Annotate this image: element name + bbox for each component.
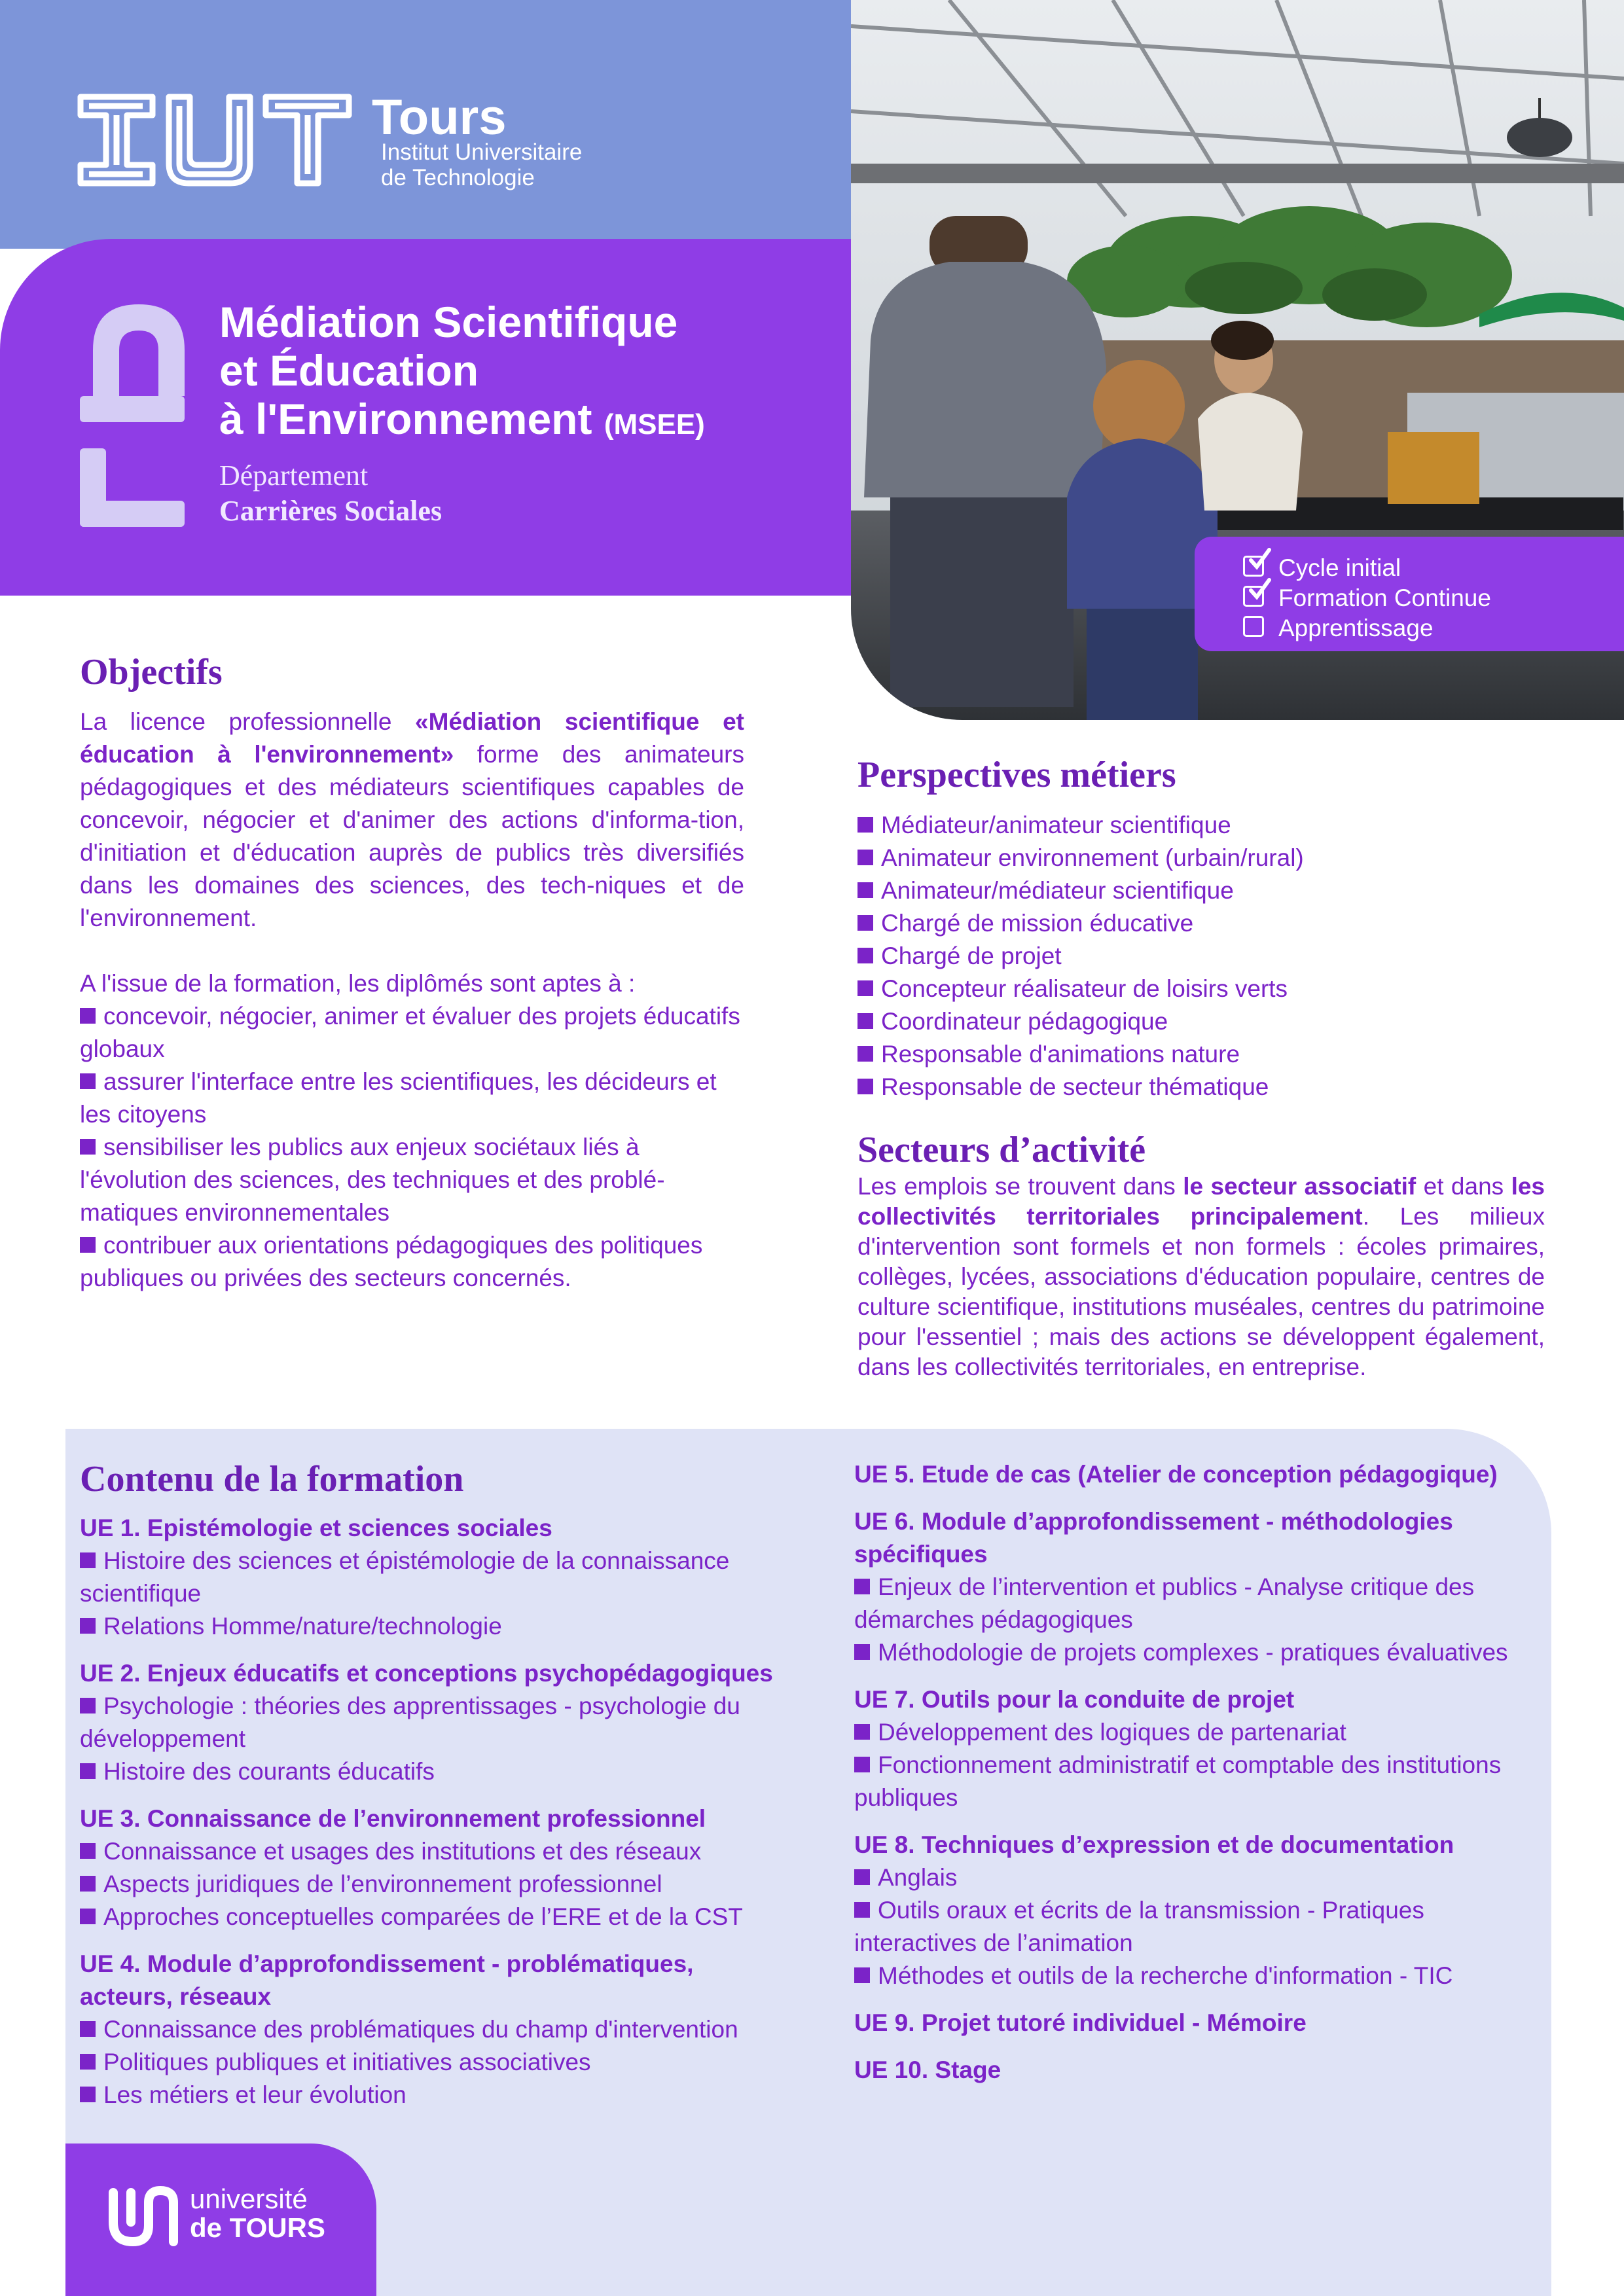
skill-text: concevoir, négocier, animer et évaluer des projets éducatifs globaux: [80, 1003, 740, 1062]
ue-item: [80, 1545, 780, 1610]
checkbox-icon: [1243, 616, 1264, 637]
bullet-square-icon: [854, 1724, 870, 1740]
perspectives-heading: Perspectives métiers: [857, 755, 1176, 795]
ue-block: [854, 1505, 1542, 1669]
bullet-square-icon: [857, 850, 873, 865]
job-item: [857, 874, 1304, 907]
ue-title: UE 7. Outils pour la conduite de projet: [854, 1686, 1295, 1713]
ue-item: [80, 1755, 780, 1788]
bullet-square-icon: [80, 1843, 96, 1859]
ue-title: UE 1. Epistémologie et sciences sociales: [80, 1515, 552, 1541]
ue-title: UE 6. Module d’approfondissement - méthodologies spécifiques: [854, 1508, 1453, 1568]
department-name: Carrières Sociales: [219, 495, 442, 527]
ue-item-text: Relations Homme/nature/technologie: [103, 1613, 502, 1640]
objectifs-skill-item: [80, 1066, 744, 1131]
ue-item-text: Connaissance et usages des institutions et des réseaux: [103, 1838, 702, 1865]
bullet-square-icon: [857, 1013, 873, 1029]
ue-block: [80, 1657, 780, 1788]
bullet-square-icon: [857, 948, 873, 963]
bullet-square-icon: [80, 1237, 96, 1253]
job-label: Chargé de projet: [881, 942, 1062, 969]
secteurs-highlight: le secteur associatif: [1183, 1173, 1416, 1200]
bullet-square-icon: [857, 1046, 873, 1062]
job-label: Chargé de mission éducative: [881, 910, 1194, 937]
ue-block: [854, 2054, 1542, 2087]
regime-item: [1278, 584, 1491, 613]
bullet-square-icon: [854, 1902, 870, 1918]
secteurs-text: Les emplois se trouvent dans: [857, 1173, 1183, 1200]
ue-item: [854, 1636, 1542, 1669]
ue-item-text: Fonctionnement administratif et comptable des institutions publiques: [854, 1751, 1502, 1811]
ue-item: [854, 1571, 1542, 1636]
ue-block: [80, 1512, 780, 1643]
secteurs-text: et dans: [1416, 1173, 1511, 1200]
regime-label: Formation Continue: [1278, 584, 1491, 611]
ue-item: [80, 1690, 780, 1755]
job-item: [857, 973, 1304, 1005]
objectifs-skills-intro: A l'issue de la formation, les diplômés sont aptes à :: [80, 970, 636, 997]
ue-item: [854, 1861, 1542, 1894]
objectifs-text: La licence professionnelle: [80, 708, 416, 735]
regime-label: Cycle initial: [1278, 554, 1401, 581]
secteurs-paragraph: [857, 1172, 1545, 1382]
ue-item: [854, 1894, 1542, 1960]
bullet-square-icon: [80, 1698, 96, 1713]
skill-text: contribuer aux orientations pédagogiques des politiques publiques ou privées des secteurs concernés.: [80, 1232, 703, 1291]
secteurs-heading: Secteurs d’activité: [857, 1130, 1146, 1170]
regime-item: [1278, 614, 1434, 643]
bullet-square-icon: [857, 817, 873, 833]
ue-item: [854, 1716, 1542, 1749]
objectifs-skill-item: [80, 1229, 744, 1295]
bullet-square-icon: [80, 1008, 96, 1024]
ue-item: [80, 1868, 780, 1901]
objectifs-skill-item: [80, 1000, 744, 1066]
iut-subtitle-line2: de Technologie: [381, 165, 535, 190]
ue-title: UE 2. Enjeux éducatifs et conceptions psychopédagogiques: [80, 1660, 773, 1687]
perspectives-list: [857, 809, 1304, 1103]
university-logo: [105, 2166, 367, 2265]
ue-title: UE 5. Etude de cas (Atelier de conception pédagogique): [854, 1461, 1498, 1488]
bullet-square-icon: [857, 915, 873, 931]
university-name-line1: université: [190, 2183, 308, 2214]
ue-title: UE 10. Stage: [854, 2056, 1001, 2083]
bullet-square-icon: [854, 1644, 870, 1660]
bullet-square-icon: [80, 1763, 96, 1779]
job-label: Animateur/médiateur scientifique: [881, 877, 1234, 904]
ue-item-text: Outils oraux et écrits de la transmission - Pratiques interactives de l’animation: [854, 1897, 1424, 1956]
iut-tours-wordmark: Tours: [372, 90, 507, 145]
objectifs-paragraph: [80, 706, 744, 935]
title-line-3: [219, 395, 705, 449]
bullet-square-icon: [80, 2087, 96, 2102]
ue-item: [80, 1901, 780, 1933]
bullet-square-icon: [80, 1073, 96, 1089]
university-logo-icon: [108, 2183, 187, 2248]
title-line-1: Médiation Scientifique: [219, 298, 678, 346]
regime-label: Apprentissage: [1278, 615, 1434, 641]
ue-item: [854, 1960, 1542, 1992]
ue-title: UE 4. Module d’approfondissement - problématiques, acteurs, réseaux: [80, 1950, 694, 2010]
bullet-square-icon: [854, 1869, 870, 1885]
bullet-square-icon: [80, 1139, 96, 1155]
job-label: Médiateur/animateur scientifique: [881, 812, 1231, 838]
ue-block: [80, 1803, 780, 1933]
job-label: Responsable d'animations nature: [881, 1041, 1240, 1067]
ue-item-text: Méthodologie de projets complexes - pratiques évaluatives: [878, 1639, 1508, 1666]
regime-item: [1278, 554, 1401, 583]
job-label: Coordinateur pédagogique: [881, 1008, 1168, 1035]
ue-item: [80, 2046, 780, 2079]
university-name-line2: de TOURS: [190, 2212, 325, 2243]
bullet-square-icon: [857, 1079, 873, 1094]
ue-block: [854, 2007, 1542, 2039]
ue-item: [80, 2013, 780, 2046]
job-label: Concepteur réalisateur de loisirs verts: [881, 975, 1288, 1002]
program-title-block: [219, 298, 705, 529]
objectifs-heading: Objectifs: [80, 652, 223, 692]
ue-column-left: [80, 1512, 780, 2126]
contenu-heading: Contenu de la formation: [80, 1459, 464, 1499]
job-item: [857, 907, 1304, 940]
bullet-square-icon: [80, 1618, 96, 1634]
ue-title: UE 3. Connaissance de l’environnement professionnel: [80, 1805, 706, 1832]
department-label: Département: [219, 459, 369, 492]
ue-item-text: Politiques publiques et initiatives associatives: [103, 2049, 591, 2075]
bullet-square-icon: [80, 1552, 96, 1568]
secteurs-highlight: les collectivités territoriales principalement: [857, 1173, 1545, 1230]
job-item: [857, 1005, 1304, 1038]
ue-title: UE 8. Techniques d’expression et de documentation: [854, 1831, 1454, 1858]
job-label: Animateur environnement (urbain/rural): [881, 844, 1304, 871]
bullet-square-icon: [854, 1579, 870, 1594]
ue-block: [854, 1683, 1542, 1814]
title-line-3-text: à l'Environnement: [219, 395, 592, 443]
ue-item-text: Aspects juridiques de l’environnement professionnel: [103, 1871, 662, 1897]
ue-item: [80, 1835, 780, 1868]
ue-item-text: Anglais: [878, 1864, 958, 1891]
ue-item-text: Enjeux de l’intervention et publics - Analyse critique des démarches pédagogiques: [854, 1573, 1475, 1633]
job-item: [857, 1038, 1304, 1071]
ue-item-text: Histoire des sciences et épistémologie de la connaissance scientifique: [80, 1547, 730, 1607]
bullet-square-icon: [857, 980, 873, 996]
job-item: [857, 1071, 1304, 1103]
secteurs-text: . Les milieux d'intervention sont formels et non formels : écoles primaires, collèges, lycées, associations d'éducation populaire, centres de culture scientifique, institutions muséales, centres du patrimoine pour l'essentiel ; mais des actions se développent également, dans les collectivités territoriales, en entreprise.: [857, 1203, 1545, 1380]
title-acronym: (MSEE): [604, 408, 705, 440]
ue-item-text: Méthodes et outils de la recherche d'information - TIC: [878, 1962, 1453, 1989]
checkmark-icon: [1246, 577, 1272, 603]
bullet-square-icon: [80, 2021, 96, 2037]
ue-block: [854, 1458, 1542, 1491]
ue-block: [854, 1829, 1542, 1992]
ue-title: UE 9. Projet tutoré individuel - Mémoire: [854, 2009, 1307, 2036]
bullet-square-icon: [80, 1909, 96, 1924]
ue-column-right: [854, 1458, 1542, 2101]
job-label: Responsable de secteur thématique: [881, 1073, 1269, 1100]
ue-item-text: Les métiers et leur évolution: [103, 2081, 406, 2108]
checkmark-icon: [1246, 547, 1272, 573]
bullet-square-icon: [80, 2054, 96, 2070]
ue-item-text: Psychologie : théories des apprentissages - psychologie du développement: [80, 1693, 740, 1752]
title-line-2: et Éducation: [219, 346, 479, 395]
ue-block: [80, 1948, 780, 2111]
ue-item: [80, 2079, 780, 2111]
skill-text: assurer l'interface entre les scientifiques, les décideurs et les citoyens: [80, 1068, 717, 1128]
objectifs-text: forme des animateurs pédagogiques et des médiateurs scientifiques capables de concevoir, négocier et d'animer des actions d'informa-tion, d'initiation et d'éducation auprès de publics très diversifiés dans les domaines des sciences, des tech-niques et de l'environnement.: [80, 741, 744, 931]
job-item: [857, 842, 1304, 874]
objectifs-program-name: «Médiation scientifique et éducation à l'environnement»: [80, 708, 744, 768]
job-item: [857, 809, 1304, 842]
bullet-square-icon: [854, 1757, 870, 1772]
bullet-square-icon: [80, 1876, 96, 1892]
study-regime-box: [1195, 537, 1624, 651]
ue-item: [854, 1749, 1542, 1814]
objectifs-intro: [80, 967, 744, 1295]
ue-item-text: Développement des logiques de partenariat: [878, 1719, 1346, 1746]
iut-subtitle-line1: Institut Universitaire: [381, 139, 583, 165]
iut-logo: [77, 92, 352, 188]
lp-degree-mark: [73, 298, 191, 553]
objectifs-skill-item: [80, 1131, 744, 1229]
job-item: [857, 940, 1304, 973]
ue-item-text: Connaissance des problématiques du champ d'intervention: [103, 2016, 738, 2043]
ue-item-text: Histoire des courants éducatifs: [103, 1758, 435, 1785]
bullet-square-icon: [854, 1967, 870, 1983]
bullet-square-icon: [857, 882, 873, 898]
ue-item-text: Approches conceptuelles comparées de l’ERE et de la CST: [103, 1903, 743, 1930]
skill-text: sensibiliser les publics aux enjeux sociétaux liés à l'évolution des sciences, des techniques et des problé-matiques environnementales: [80, 1134, 665, 1226]
ue-item: [80, 1610, 780, 1643]
